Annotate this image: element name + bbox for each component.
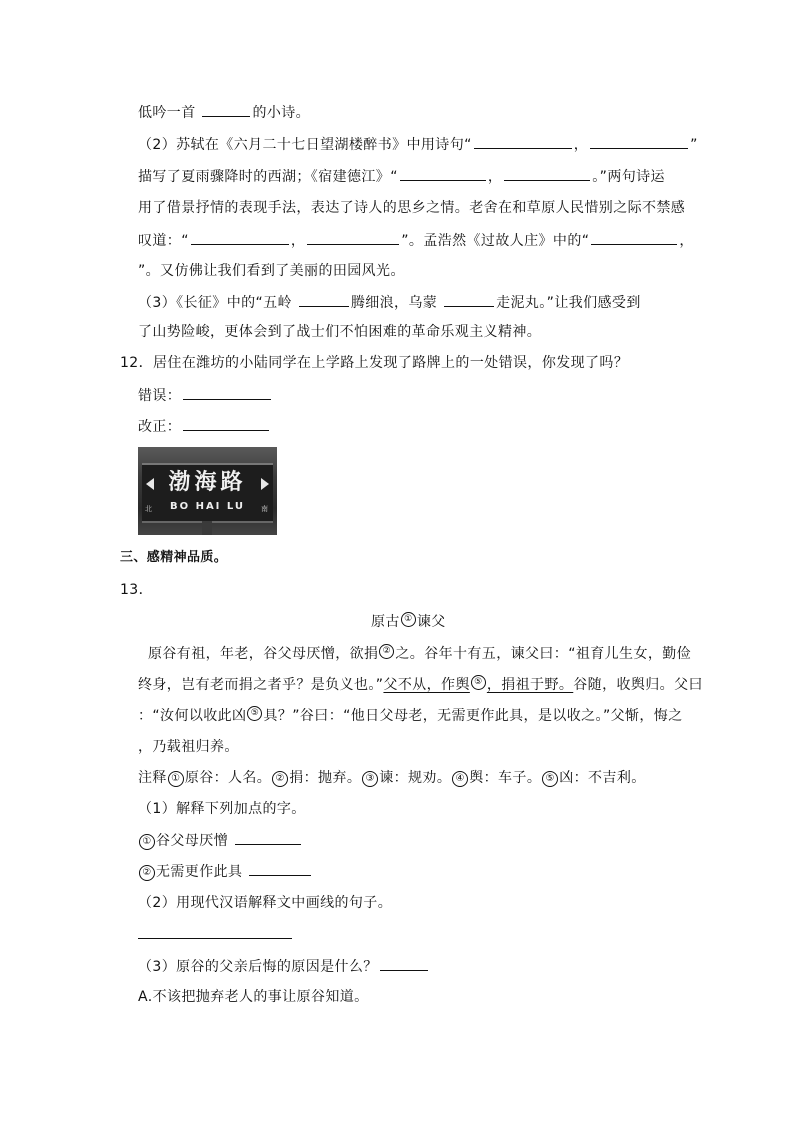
- error-answer-blank[interactable]: [183, 385, 271, 400]
- sign-chinese-text: 渤海路: [168, 470, 247, 495]
- sign-direction-left: 北: [145, 505, 152, 513]
- option-a[interactable]: A.不该把抛弃老人的事让原谷知道。: [138, 989, 369, 1005]
- passage-line3: ：“汝何以收此凶 ⑤ 具？”谷曰：“他日父母老，无需更作此具，是以收之。”父惭，悔之: [138, 708, 683, 724]
- answer-blank[interactable]: [235, 830, 301, 845]
- q13-number: 13．: [120, 582, 154, 598]
- sign-post: [202, 521, 212, 535]
- answer-blank[interactable]: [504, 166, 590, 181]
- subq1-item1: ① 谷父母厌憎: [138, 830, 303, 851]
- underlined-sentence: 父不从，作舆: [383, 677, 470, 693]
- answer-blank[interactable]: [380, 956, 428, 971]
- fix-answer-blank[interactable]: [183, 416, 269, 431]
- subq2-answer-line[interactable]: [138, 938, 292, 939]
- q12-fix-row: 改正：: [138, 416, 271, 437]
- q11-part2-line3: 用了借景抒情的表现手法，表达了诗人的思乡之情。老舍在和草原人民惜别之际不禁感: [138, 200, 686, 216]
- passage-line2: 终身，岂有老而捐之者乎？是负义也。”父不从，作舆 ⑤ ，捐祖于野。谷随，收舆归。父曰: [138, 677, 703, 693]
- subq1-item2: ② 无需更作此具: [138, 861, 313, 882]
- section-title: 三、感精神品质。: [120, 550, 228, 565]
- answer-blank[interactable]: [202, 102, 250, 117]
- annotations: 注释 ① 原谷：人名。 ② 捐：抛弃。 ③ 谏：规劝。 ④ 舆：车子。 ⑤ 凶：不吉利。: [138, 770, 646, 786]
- q11-part3-line1: （3）《长征》中的“五岭 腾细浪，乌蒙 走泥丸。”让我们感受到: [138, 292, 641, 313]
- q11-part3-line2: 了山势险峻，更体会到了战士们不怕困难的革命乐观主义精神。: [138, 324, 542, 340]
- passage-title: 原古 ① 谏父: [371, 614, 446, 630]
- sign-pinyin-text: BO HAI LU: [169, 501, 246, 512]
- answer-blank[interactable]: [307, 230, 399, 245]
- footnote-marker: ②: [379, 644, 394, 659]
- answer-blank[interactable]: [249, 861, 311, 876]
- underlined-sentence-cont: ，捐祖于野。: [486, 677, 574, 693]
- q11-part2-line5: ”。又仿佛让我们看到了美丽的田园风光。: [138, 263, 405, 279]
- passage-line1: 原谷有祖，年老，谷父母厌憎，欲捐 ② 之。谷年十有五，谏父曰：“祖育儿生女，勤俭: [148, 646, 692, 662]
- passage-line4: ，乃载祖归养。: [138, 739, 239, 755]
- answer-blank[interactable]: [474, 134, 572, 149]
- q11-part2-line2: 描写了夏雨骤降时的西湖；《宿建德江》“ ， 。”两句诗运: [138, 166, 665, 187]
- answer-blank[interactable]: [299, 292, 349, 307]
- footnote-marker: ⑤: [247, 706, 262, 721]
- answer-blank[interactable]: [400, 166, 486, 181]
- footnote-marker: ⑤: [471, 675, 486, 690]
- right-arrow-icon: [261, 478, 269, 490]
- subq3: （3）原谷的父亲后悔的原因是什么？: [138, 956, 430, 977]
- q11-line1: 低吟一首 的小诗。: [138, 102, 310, 123]
- q12-question: 12．居住在潍坊的小陆同学在上学路上发现了路牌上的一处错误，你发现了吗？: [120, 355, 629, 371]
- subq1: （1）解释下列加点的字。: [138, 801, 306, 817]
- road-sign-photo: [138, 447, 277, 535]
- answer-blank[interactable]: [590, 134, 688, 149]
- answer-blank[interactable]: [591, 230, 677, 245]
- road-sign-panel: [142, 463, 273, 523]
- q12-error-row: 错误：: [138, 385, 273, 406]
- q11-part2-line4: 叹道：“ ， ”。孟浩然《过故人庄》中的“ ，: [138, 230, 694, 251]
- q11-part2-line1: （2）苏轼在《六月二十七日望湖楼醉书》中用诗句“ ， ”: [138, 134, 698, 155]
- sign-direction-right: 南: [261, 505, 268, 513]
- subq2: （2）用现代汉语解释文中画线的句子。: [138, 895, 393, 911]
- answer-blank[interactable]: [191, 230, 289, 245]
- footnote-marker: ①: [401, 612, 416, 627]
- answer-blank[interactable]: [444, 292, 494, 307]
